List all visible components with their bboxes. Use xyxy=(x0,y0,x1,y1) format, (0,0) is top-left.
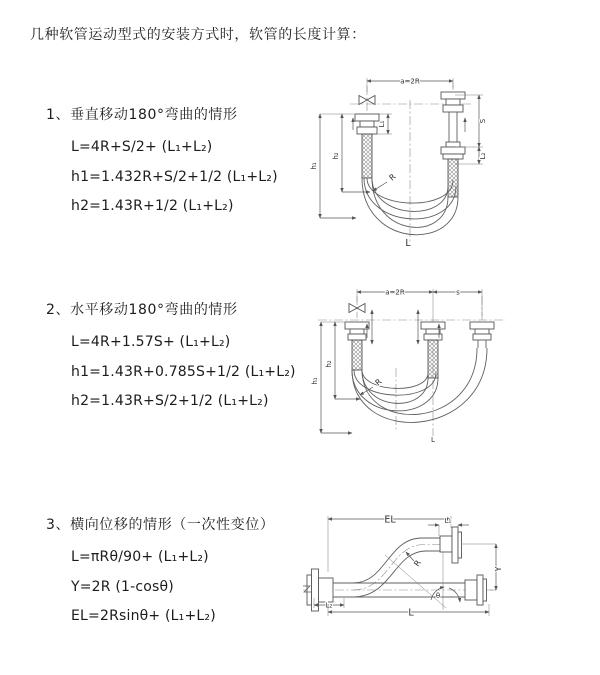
dim-label-angle: θ xyxy=(435,592,441,600)
section-horizontal-180 xyxy=(46,299,296,417)
diagram-vertical-180-bend xyxy=(310,66,560,261)
dim-label-l1: L₁ xyxy=(378,120,386,128)
section-title: 1、垂直移动180°弯曲的情形 xyxy=(46,107,238,123)
braided-hose xyxy=(352,340,362,370)
dim-label-span: a=2R xyxy=(385,288,405,297)
dim-label-length: L xyxy=(431,436,435,444)
formula-length: L=πRθ/90+ (L₁+L₂) xyxy=(71,549,209,565)
section-title: 2、水平移动180°弯曲的情形 xyxy=(46,302,238,318)
dim-label-l2: L₂ xyxy=(325,601,333,610)
shifted-flange-fitting xyxy=(470,322,494,348)
diagram-horizontal-180-bend xyxy=(308,276,558,451)
dim-label-radius: R xyxy=(387,172,398,183)
dim-label-h1: h₁ xyxy=(311,377,319,385)
dim-label-l2: L₂ xyxy=(479,152,487,160)
dim-label-h1: h₁ xyxy=(310,162,318,170)
formula-length: L=4R+1.57S+ (L₁+L₂) xyxy=(71,334,231,350)
dimension-height-outer xyxy=(310,114,356,218)
section-lateral-displacement xyxy=(46,514,275,632)
dimension-length xyxy=(328,604,489,619)
dim-label-length: L xyxy=(408,607,414,619)
formula-h2: h2=1.43R+S/2+1/2 (L₁+L₂) xyxy=(71,393,269,409)
dimension-fitting-right xyxy=(479,147,487,164)
section-title: 3、横向位移的情形（一次性变位） xyxy=(46,517,275,533)
radius-callout xyxy=(406,552,423,568)
formula-h2: h2=1.43R+1/2 (L₁+L₂) xyxy=(71,198,234,214)
dim-label-travel: S xyxy=(479,118,487,124)
dimension-span xyxy=(357,289,482,316)
formula-length: L=4R+S/2+ (L₁+L₂) xyxy=(71,139,213,155)
dim-label-h2: h₂ xyxy=(325,360,333,368)
centerlines xyxy=(318,296,506,438)
hose-u-bend-shifted xyxy=(352,348,487,422)
formula-h1: h1=1.43R+0.785S+1/2 (L₁+L₂) xyxy=(71,363,296,380)
dim-label-h2: h₂ xyxy=(332,152,340,160)
braided-hose xyxy=(362,134,372,178)
dim-label-el: EL xyxy=(384,514,396,526)
braided-hose xyxy=(448,159,458,197)
page-title: 几种软管运动型式的安装方式时，软管的长度计算： xyxy=(30,27,366,43)
dimension-height-outer xyxy=(311,322,352,433)
dim-label-radius: R xyxy=(373,377,384,388)
formula-el: EL=2Rsinθ+ (L₁+L₂) xyxy=(71,608,216,624)
left-flange-fitting xyxy=(355,114,379,178)
dimension-fitting-marks xyxy=(372,310,418,344)
dim-label-l1: L₁ xyxy=(444,517,452,525)
dimension-travel xyxy=(433,289,482,297)
left-flange-fitting xyxy=(345,322,369,370)
formula-h1: h1=1.432R+S/2+1/2 (L₁+L₂) xyxy=(71,168,278,185)
right-flange-fitting xyxy=(465,575,487,605)
hose-s-curve xyxy=(333,538,440,597)
middle-flange-fitting xyxy=(421,322,445,378)
dim-label-length: L xyxy=(405,238,411,249)
dim-label-travel: s xyxy=(456,288,460,297)
dimension-effective-length xyxy=(328,514,451,572)
section-vertical-180 xyxy=(46,104,278,222)
radius-callout xyxy=(373,172,398,191)
angle-construction xyxy=(385,552,460,610)
formula-y: Y=2R (1-cosθ) xyxy=(71,578,174,595)
dim-label-y: Y xyxy=(494,566,503,572)
diagram-lateral-displacement xyxy=(298,498,598,668)
braided-hose xyxy=(428,340,438,378)
dim-label-span: a=2R xyxy=(400,77,420,86)
dimension-span xyxy=(367,78,453,92)
dimension-fitting-top xyxy=(428,517,469,536)
dim-label-radius: R xyxy=(412,558,423,569)
